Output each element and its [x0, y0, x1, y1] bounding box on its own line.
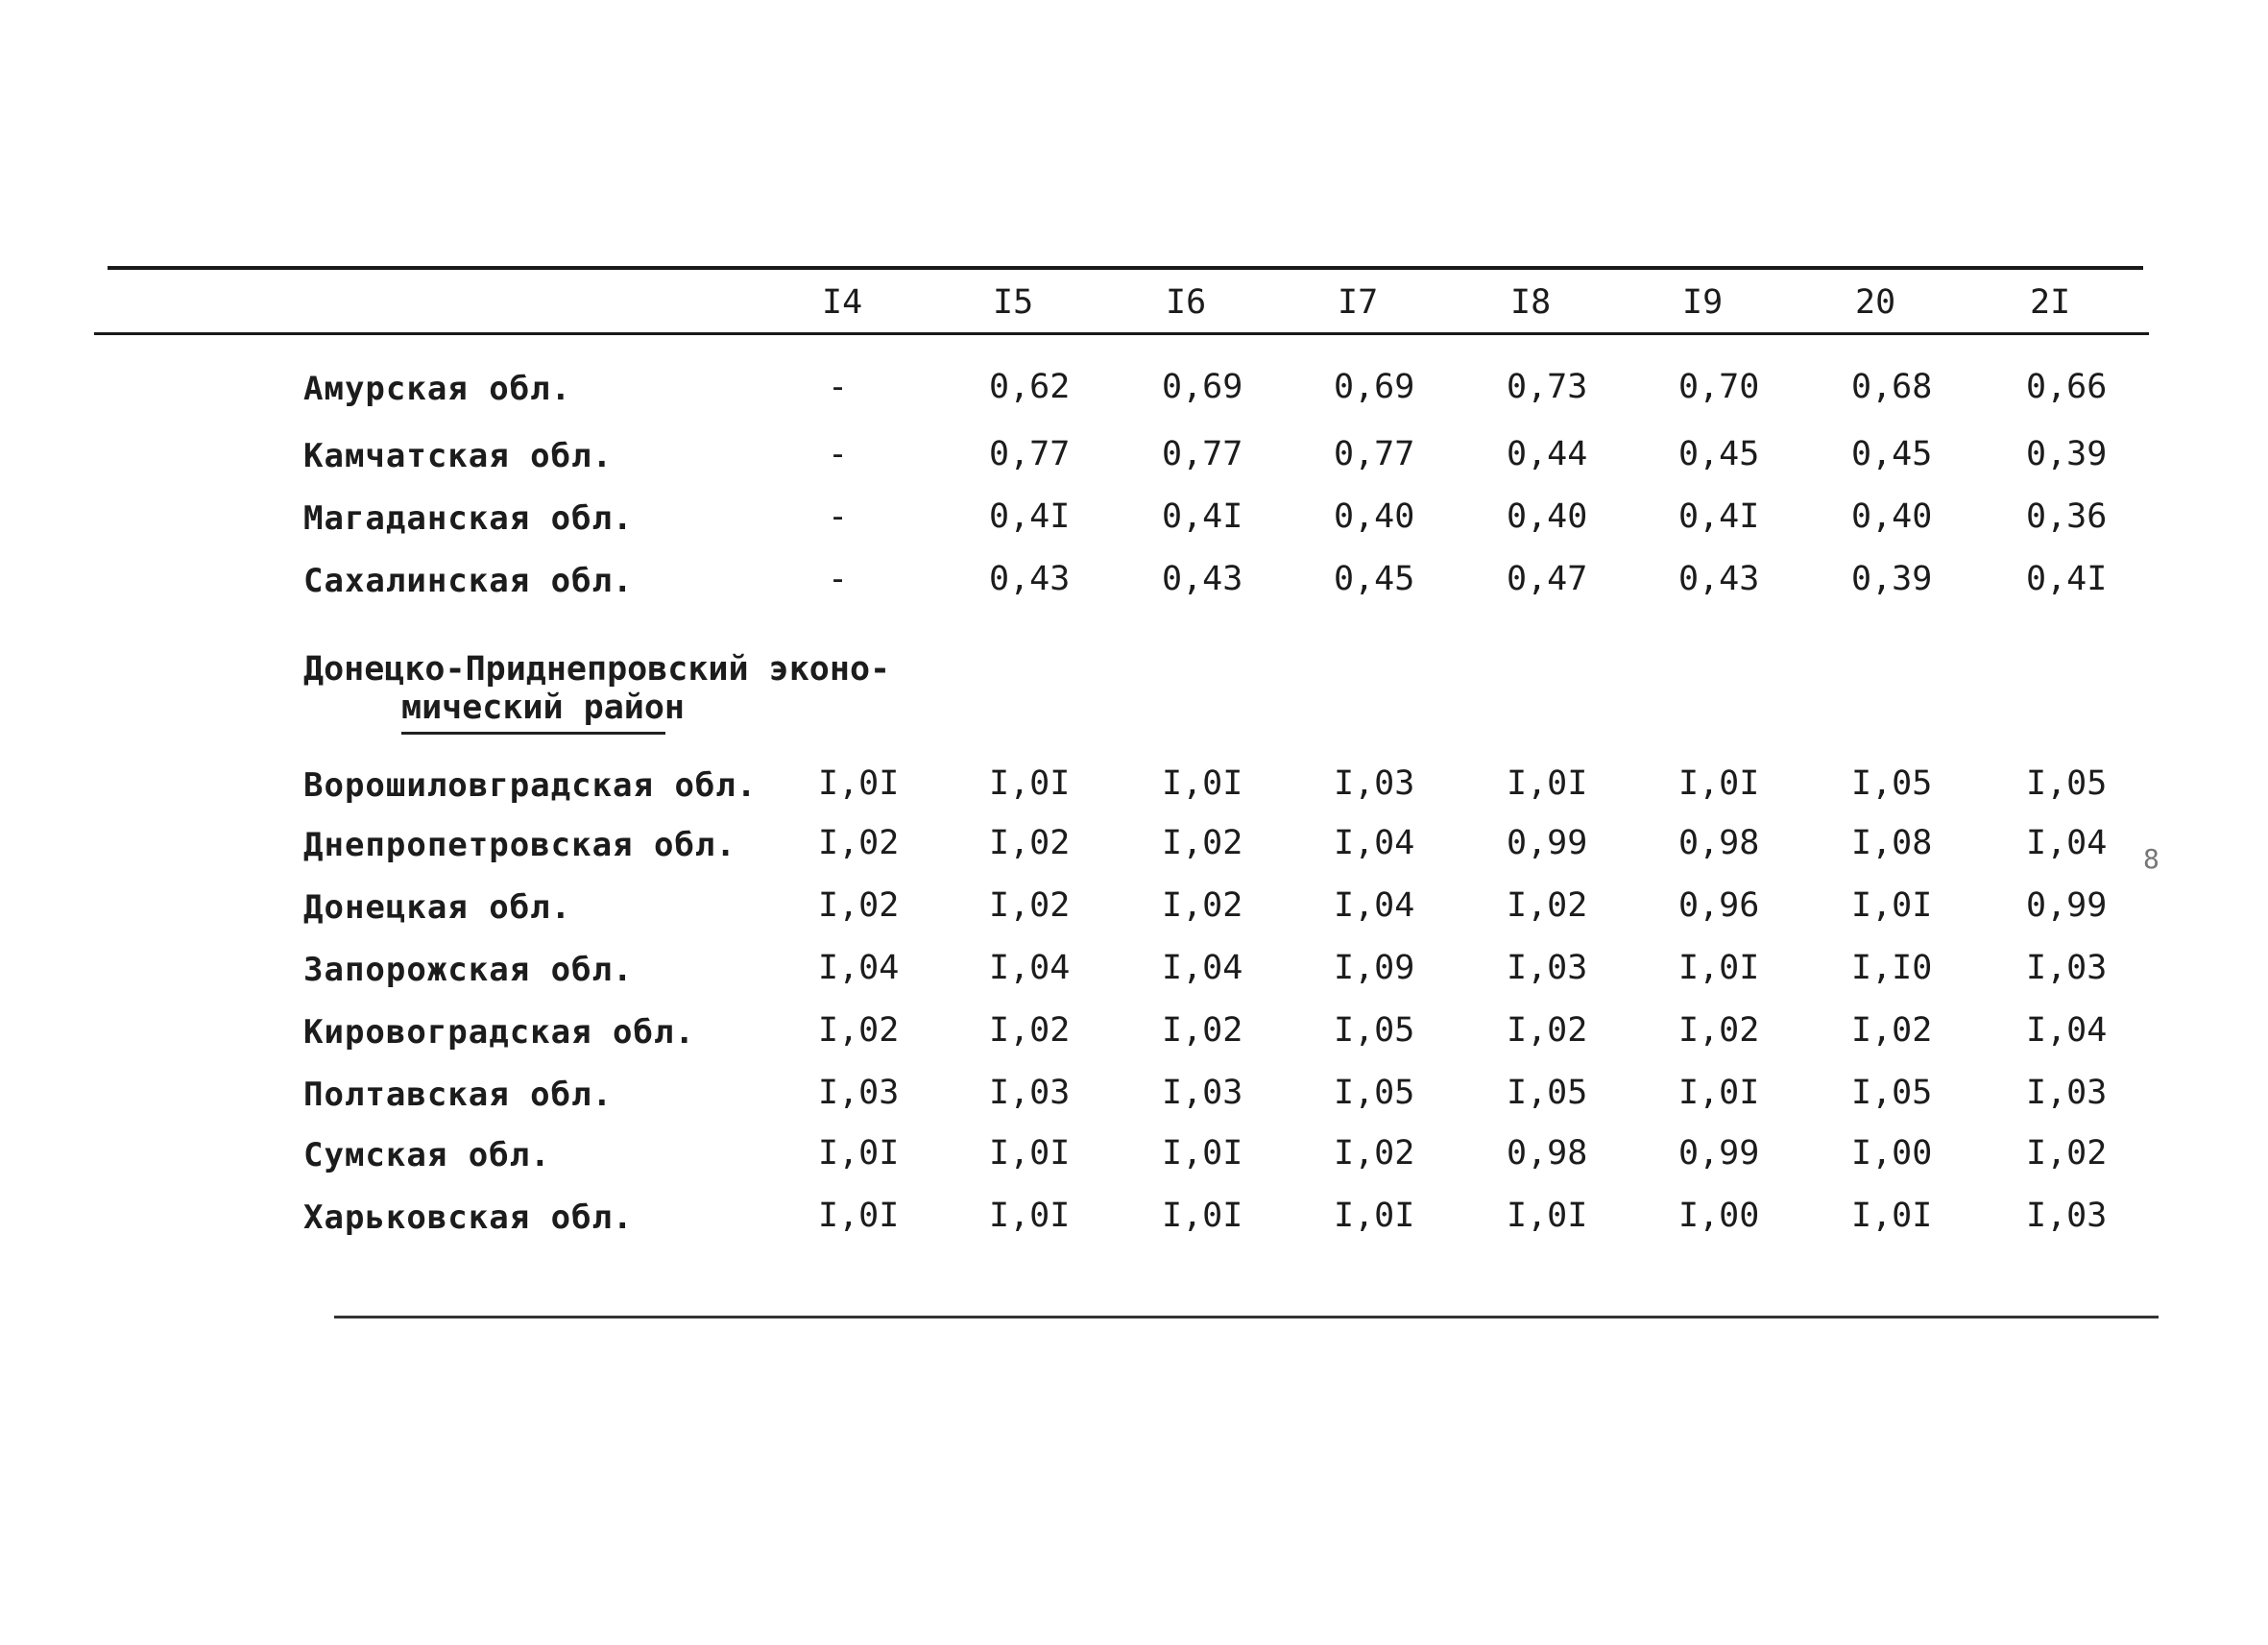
table-cell: 0,99: [1507, 824, 1588, 862]
table-cell: 0,66: [2026, 368, 2108, 406]
table-cell: 0,39: [1851, 560, 1933, 598]
table-cell: 0,77: [1334, 435, 1415, 473]
section-heading: [303, 650, 890, 727]
table-cell: 0,77: [989, 435, 1071, 473]
table-cell: 0,4I: [2026, 560, 2108, 598]
table-cell: I,00: [1678, 1197, 1760, 1235]
table-cell: 0,45: [1851, 435, 1933, 473]
table-cell: I,04: [1162, 949, 1243, 987]
table-cell: I,02: [818, 824, 900, 862]
column-header: I8: [1510, 283, 1552, 322]
table-cell: I,02: [1162, 1011, 1243, 1050]
table-cell: -: [828, 560, 849, 598]
table-cell: 0,40: [1851, 497, 1933, 536]
table-cell: I,05: [2026, 764, 2108, 803]
table-cell: I,04: [2026, 824, 2108, 862]
table-cell: I,05: [1851, 764, 1933, 803]
row-label: Ворошиловградская обл.: [303, 766, 758, 805]
table-cell: 0,69: [1334, 368, 1415, 406]
table-bottom-rule: [334, 1316, 2159, 1318]
margin-page-mark: 8: [2143, 843, 2159, 875]
table-cell: I,02: [1678, 1011, 1760, 1050]
table-cell: 0,44: [1507, 435, 1588, 473]
table-cell: 0,47: [1507, 560, 1588, 598]
table-cell: 0,98: [1678, 824, 1760, 862]
table-cell: I,04: [1334, 886, 1415, 925]
row-label: Камчатская обл.: [303, 437, 614, 475]
table-cell: I,03: [1507, 949, 1588, 987]
table-cell: I,0I: [1678, 764, 1760, 803]
table-cell: 0,4I: [1678, 497, 1760, 536]
table-cell: 0,73: [1507, 368, 1588, 406]
table-cell: I,02: [2026, 1134, 2108, 1173]
table-cell: I,04: [989, 949, 1071, 987]
table-cell: I,0I: [989, 1134, 1071, 1173]
table-cell: I,0I: [1162, 1134, 1243, 1173]
table-cell: I,0I: [1851, 1197, 1933, 1235]
column-header: 20: [1855, 283, 1896, 322]
column-header: I9: [1682, 283, 1724, 322]
table-cell: 0,62: [989, 368, 1071, 406]
table-cell: I,0I: [1162, 764, 1243, 803]
table-cell: I,09: [1334, 949, 1415, 987]
table-cell: I,03: [1162, 1074, 1243, 1112]
table-cell: 0,98: [1507, 1134, 1588, 1173]
table-cell: I,0I: [1507, 1197, 1588, 1235]
row-label: Магаданская обл.: [303, 499, 634, 538]
table-cell: I,03: [1334, 764, 1415, 803]
table-cell: 0,45: [1678, 435, 1760, 473]
table-cell: I,03: [2026, 1074, 2108, 1112]
table-cell: I,0I: [989, 1197, 1071, 1235]
table-cell: 0,70: [1678, 368, 1760, 406]
table-cell: I,02: [989, 824, 1071, 862]
table-cell: 0,43: [1162, 560, 1243, 598]
table-cell: I,02: [1162, 886, 1243, 925]
row-label: Харьковская обл.: [303, 1198, 634, 1237]
row-label: Полтавская обл.: [303, 1076, 614, 1114]
table-cell: I,0I: [1851, 886, 1933, 925]
table-cell: I,0I: [1162, 1197, 1243, 1235]
table-cell: 0,43: [989, 560, 1071, 598]
table-top-rule: [108, 266, 2143, 270]
table-cell: I,02: [1162, 824, 1243, 862]
table-cell: 0,77: [1162, 435, 1243, 473]
table-cell: 0,45: [1334, 560, 1415, 598]
row-label: Сахалинская обл.: [303, 562, 634, 600]
table-cell: 0,4I: [1162, 497, 1243, 536]
table-cell: 0,40: [1507, 497, 1588, 536]
column-header: 2I: [2030, 283, 2071, 322]
table-cell: I,05: [1851, 1074, 1933, 1112]
table-cell: 0,68: [1851, 368, 1933, 406]
row-label: Донецкая обл.: [303, 888, 572, 927]
table-cell: 0,99: [2026, 886, 2108, 925]
table-cell: -: [828, 497, 849, 536]
row-label: Запорожская обл.: [303, 951, 634, 989]
section-title-line2: мический район: [401, 689, 686, 727]
table-cell: I,02: [1334, 1134, 1415, 1173]
section-title-line1: Донецко-Приднепровский эконо-: [303, 650, 891, 689]
table-cell: -: [828, 368, 849, 406]
table-header-rule: [94, 332, 2149, 335]
table-cell: 0,69: [1162, 368, 1243, 406]
table-cell: 0,4I: [989, 497, 1071, 536]
table-cell: I,02: [989, 886, 1071, 925]
table-cell: I,03: [989, 1074, 1071, 1112]
table-cell: I,03: [818, 1074, 900, 1112]
table-cell: I,02: [1507, 886, 1588, 925]
table-cell: 0,40: [1334, 497, 1415, 536]
table-cell: 0,39: [2026, 435, 2108, 473]
table-cell: I,08: [1851, 824, 1933, 862]
column-header: I4: [822, 283, 863, 322]
table-cell: I,02: [1851, 1011, 1933, 1050]
table-cell: 0,99: [1678, 1134, 1760, 1173]
column-header: I6: [1166, 283, 1207, 322]
table-cell: I,0I: [1334, 1197, 1415, 1235]
table-cell: I,02: [1507, 1011, 1588, 1050]
table-cell: I,0I: [1507, 764, 1588, 803]
table-cell: I,03: [2026, 949, 2108, 987]
table-cell: I,00: [1851, 1134, 1933, 1173]
table-cell: I,05: [1507, 1074, 1588, 1112]
table-cell: I,I0: [1851, 949, 1933, 987]
table-cell: -: [828, 435, 849, 473]
table-cell: I,02: [818, 886, 900, 925]
table-cell: I,0I: [818, 764, 900, 803]
table-cell: 0,96: [1678, 886, 1760, 925]
row-label: Кировоградская обл.: [303, 1013, 695, 1052]
table-cell: I,0I: [818, 1134, 900, 1173]
table-cell: I,0I: [989, 764, 1071, 803]
table-cell: I,04: [2026, 1011, 2108, 1050]
table-cell: 0,43: [1678, 560, 1760, 598]
column-header: I5: [993, 283, 1034, 322]
table-cell: I,05: [1334, 1011, 1415, 1050]
table-cell: I,0I: [818, 1197, 900, 1235]
table-cell: I,0I: [1678, 1074, 1760, 1112]
table-cell: I,02: [989, 1011, 1071, 1050]
section-underline: [401, 732, 665, 735]
row-label: Сумская обл.: [303, 1136, 551, 1174]
column-header: I7: [1338, 283, 1379, 322]
table-cell: I,02: [818, 1011, 900, 1050]
row-label: Днепропетровская обл.: [303, 826, 736, 864]
table-cell: I,04: [1334, 824, 1415, 862]
table-cell: 0,36: [2026, 497, 2108, 536]
table-cell: I,04: [818, 949, 900, 987]
table-cell: I,05: [1334, 1074, 1415, 1112]
table-cell: I,0I: [1678, 949, 1760, 987]
row-label: Амурская обл.: [303, 370, 572, 408]
table-cell: I,03: [2026, 1197, 2108, 1235]
